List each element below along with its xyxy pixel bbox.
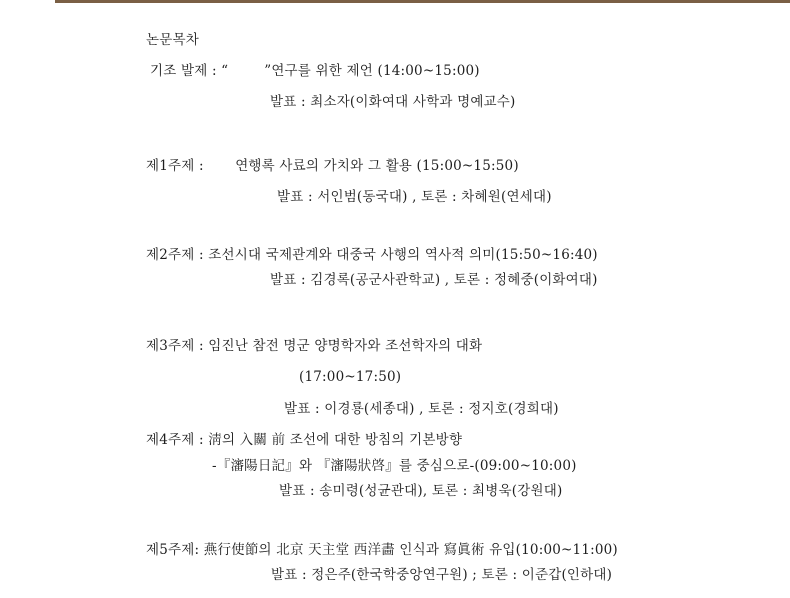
top-divider xyxy=(55,0,790,3)
session-1-presenter: 발표 : 서인범(동국대) , 토론 : 차혜원(연세대) xyxy=(277,189,552,205)
session-1-title: 제1주제 : 연행록 사료의 가치와 그 활용 (15:00~15:50) xyxy=(146,158,519,174)
session-5-title: 제5주제: 燕行使節의 北京 天主堂 西洋畵 인식과 寫眞術 유입(10:00~11:00) xyxy=(146,542,618,558)
toc-title: 논문목차 xyxy=(146,32,199,48)
keynote-presenter: 발표 : 최소자(이화여대 사학과 명예교수) xyxy=(270,94,516,110)
session-4-subtitle: -『瀋陽日記』와 『瀋陽狀啓』를 중심으로-(09:00~10:00) xyxy=(212,458,577,474)
keynote-title: 기조 발제 : “ ”연구를 위한 제언 (14:00~15:00) xyxy=(150,63,480,79)
session-4-presenter: 발표 : 송미령(성균관대), 토론 : 최병욱(강원대) xyxy=(279,483,563,499)
session-3-title: 제3주제 : 임진난 참전 명군 양명학자와 조선학자의 대화 xyxy=(146,338,483,354)
session-3-presenter: 발표 : 이경룡(세종대) , 토론 : 정지호(경희대) xyxy=(284,401,559,417)
session-2-title: 제2주제 : 조선시대 국제관계와 대중국 사행의 역사적 의미(15:50~16:40) xyxy=(146,247,598,263)
session-5-presenter: 발표 : 정은주(한국학중앙연구원) ; 토론 : 이준갑(인하대) xyxy=(271,567,613,583)
session-2-presenter: 발표 : 김경록(공군사관학교) , 토론 : 정혜중(이화여대) xyxy=(270,272,598,288)
session-4-title: 제4주제 : 淸의 入關 前 조선에 대한 방침의 기본방향 xyxy=(146,432,463,448)
session-3-time: (17:00~17:50) xyxy=(299,369,402,385)
